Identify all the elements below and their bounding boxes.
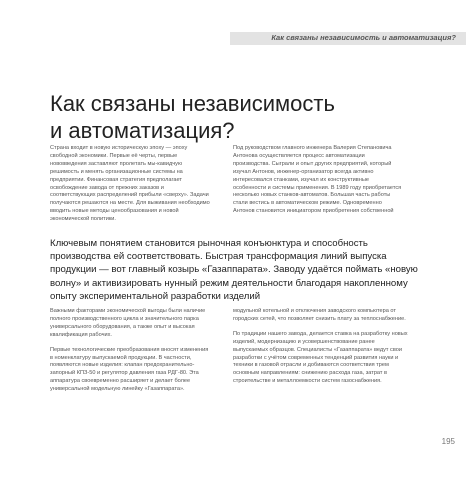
- paragraph: По традиции нашего завода, делается ставка на разработку новых изделий, модернизацию и усовершенствование ранее выпускаемых образцов. Специалисты «Газаппарата» ведут свои разработки с учётом современных тенденций развития науки и техники в газовой отрасли и добиваются соответствия трем основным направлениям: снижению расхода газа, затрат в строительстве и металлоемкости систем газоснабжения.: [233, 330, 408, 385]
- text-column-right-top: [233, 145, 403, 216]
- paragraph: Страна входит в новую историческую эпоху — эпоху свободной экономики. Первые её черты, первые нововведения заставляют пролетать мы-кавидчую решимость и менять организационные системы на предприятии. Финансовая стратегия предполагает освобождение завода от прежних заказов и соответствующих распределений прибыли «сверху». Задачи получаются решаются на месте. Для выживания необходимо вводить новые методы ценообразования и новой экономической политики.: [50, 145, 210, 223]
- text-column-left-top: [50, 145, 210, 224]
- page-number: 195: [441, 437, 455, 446]
- text-column-left-bottom: [50, 308, 210, 394]
- paragraph: Под руководством главного инженера Валерия Степановича Антонова осуществляется процесс автоматизации производства. Сыграли и опыт других предприятий, который изучал Антонов, инженер-организатор всегда активно интересовался станками, изучал их конструктивные особенности и системы применения. В 1989 году приобретается несколько новых станков-автоматов. Большая часть работы стали вестись в автоматическом режиме. Одновременно Антонов становится инициатором приобретения собственной: [233, 145, 402, 215]
- running-header: [230, 32, 466, 45]
- paragraph: Первые технологические преобразования вносят изменения в номенклатуру выпускаемой продукции. В частности, появляются новые изделия: клапан предохранительно-запорный КПЗ-50 и регулятор давления газа РДГ-80. Эта аппаратура своевременно расширяет и делает более универсальной модельную линейку «Газаппарата».: [50, 346, 209, 393]
- pull-quote: [50, 237, 430, 303]
- pull-quote-text: Ключевым понятием становится рыночная конъюнктура и способность производства ей соответствовать. Быстрая трансформация линий выпуска продукции — вот главный козырь «Газаппарата». Заводу удаётся поймать «новую волну» и активизировать нунный режим деятельности благодаря накопленному опыту экспериментальной разработки изделий: [50, 238, 418, 302]
- paragraph: модульной котельной и отключения заводского компьютера от городских сетей, что позволяет снизить плату за теплоснабжение.: [233, 308, 406, 322]
- page-title-line-2: и автоматизация?: [50, 117, 235, 143]
- page-title: [50, 90, 430, 144]
- text-column-right-bottom: [233, 308, 408, 386]
- running-header-title: Как связаны независимость и автоматизация?: [271, 33, 456, 42]
- page-title-line-1: Как связаны независимость: [50, 90, 335, 116]
- paragraph: Важными факторами экономической выгоды были наличие полного производственного цикла и значительного парка универсального оборудования, а также опыт и высокая квалификация рабочих.: [50, 308, 206, 338]
